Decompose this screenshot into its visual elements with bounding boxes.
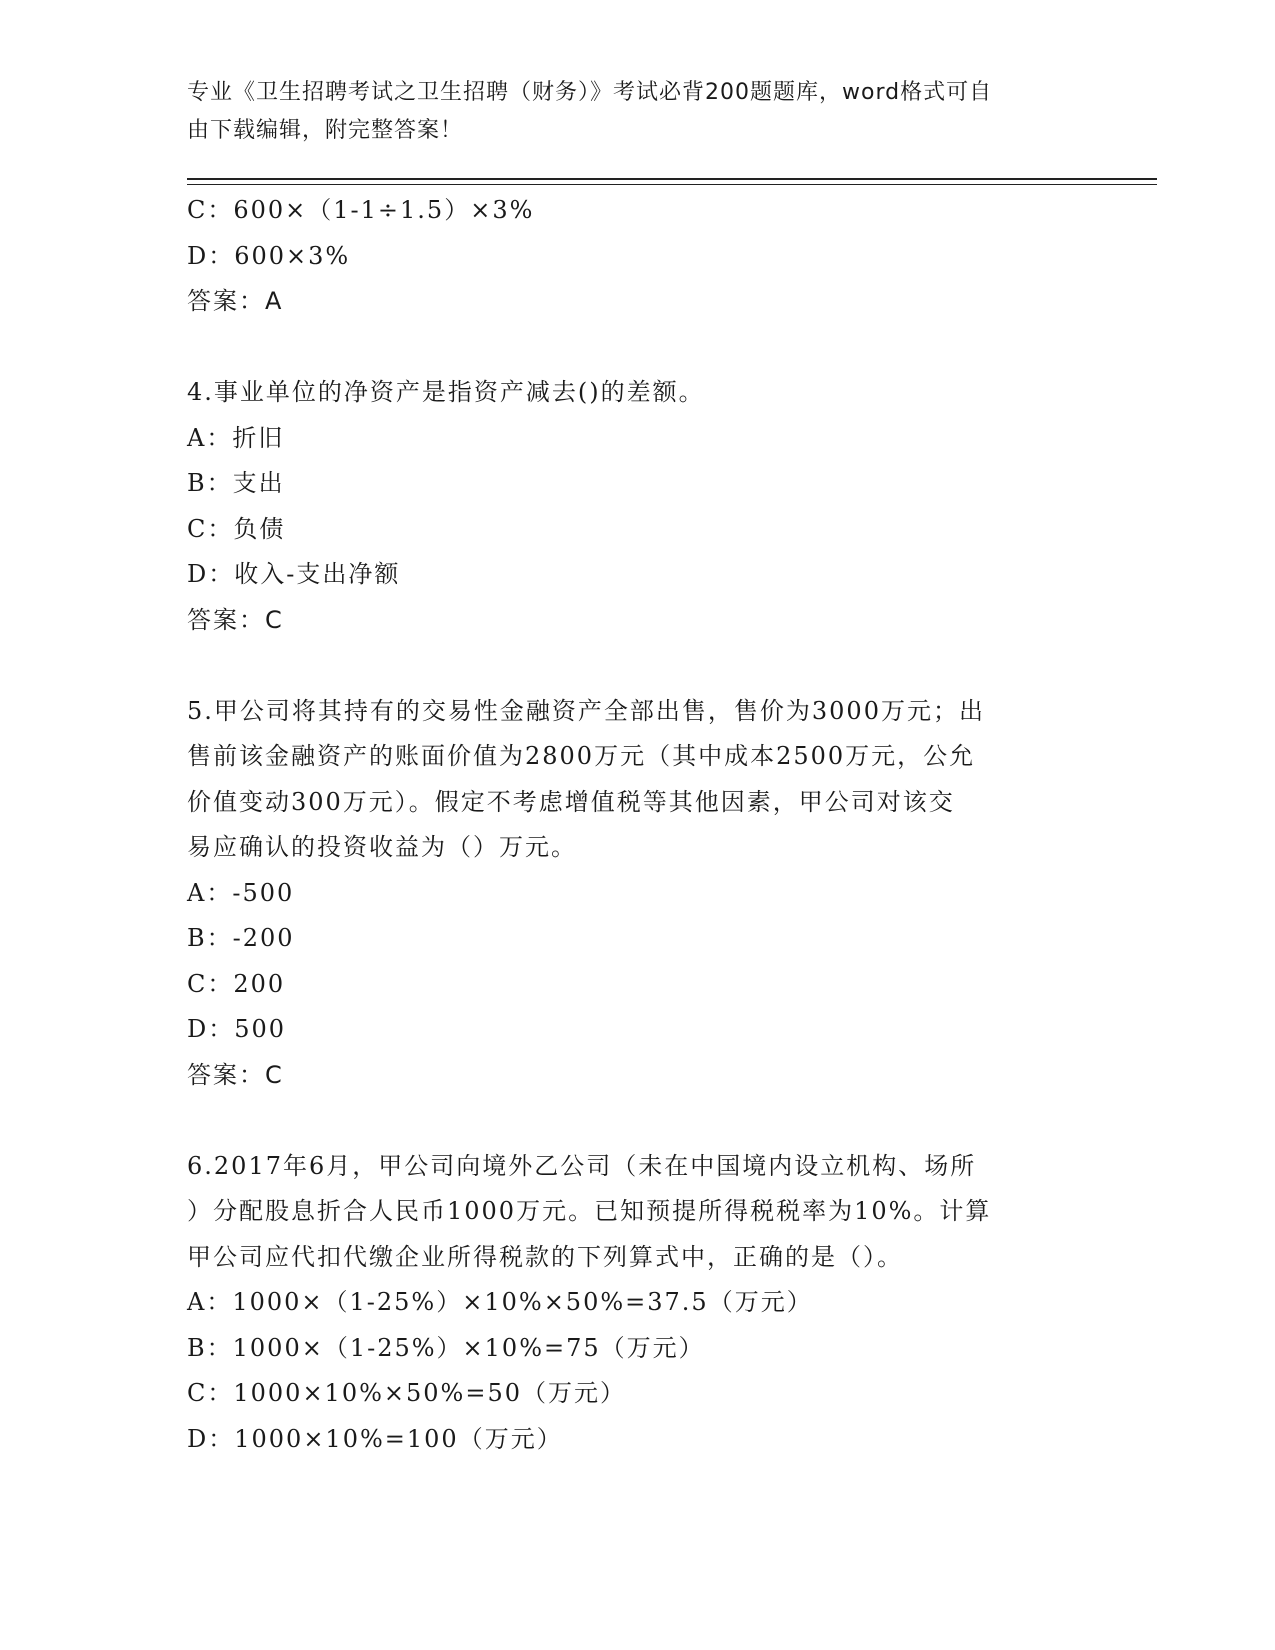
question-stem-line-1: 5.甲公司将其持有的交易性金融资产全部出售，售价为3000万元；出 <box>187 696 985 725</box>
question-stem-line-3: 价值变动300万元）。假定不考虑增值税等其他因素，甲公司对该交 <box>187 787 955 816</box>
header-rule-thick <box>187 178 1157 180</box>
answer: 答案：A <box>187 287 284 315</box>
answer: 答案：C <box>187 605 284 634</box>
question-3-tail <box>187 188 1067 325</box>
question-stem-line-3: 甲公司应代扣代缴企业所得税款的下列算式中，正确的是（）。 <box>187 1242 903 1271</box>
question-stem: 4.事业单位的净资产是指资产减去()的差额。 <box>187 378 705 406</box>
header-line-2: 由下载编辑，附完整答案！ <box>187 118 464 143</box>
question-stem-line-2: 售前该金融资产的账面价值为2800万元（其中成本2500万元，公允 <box>187 742 976 770</box>
option-b: B：1000×（1-25%）×10%=75（万元） <box>187 1333 705 1362</box>
document-header <box>187 74 1067 150</box>
spacer <box>187 1098 1067 1144</box>
header-rule-thin <box>187 184 1157 185</box>
option-a: A：折旧 <box>187 423 285 452</box>
question-list <box>187 188 1067 1462</box>
option-c: C：600×（1-1÷1.5）×3% <box>187 196 535 224</box>
option-a: A：-500 <box>187 878 295 907</box>
question-4 <box>187 370 1067 643</box>
answer: 答案：C <box>187 1060 284 1089</box>
option-c: C：1000×10%×50%=50（万元） <box>187 1379 626 1407</box>
question-5 <box>187 689 1067 1099</box>
question-stem-line-2: ）分配股息折合人民币1000万元。已知预提所得税税率为10%。计算 <box>187 1197 992 1225</box>
option-b: B：支出 <box>187 469 285 497</box>
option-b: B：-200 <box>187 924 295 952</box>
option-a: A：1000×（1-25%）×10%×50%=37.5（万元） <box>187 1288 813 1316</box>
option-d: D：收入-支出净额 <box>187 560 401 588</box>
option-c: C：负债 <box>187 514 286 543</box>
spacer <box>187 643 1067 689</box>
question-stem-line-4: 易应确认的投资收益为（）万元。 <box>187 833 577 861</box>
option-d: D：600×3% <box>187 241 351 270</box>
question-6 <box>187 1144 1067 1463</box>
option-c: C：200 <box>187 969 286 998</box>
header-line-1: 专业《卫生招聘考试之卫生招聘（财务）》考试必背200题题库，word格式可自 <box>187 80 993 105</box>
option-d: D：500 <box>187 1015 287 1043</box>
spacer <box>187 325 1067 371</box>
question-stem-line-1: 6.2017年6月，甲公司向境外乙公司（未在中国境内设立机构、场所 <box>187 1151 977 1180</box>
option-d: D：1000×10%=100（万元） <box>187 1424 563 1453</box>
